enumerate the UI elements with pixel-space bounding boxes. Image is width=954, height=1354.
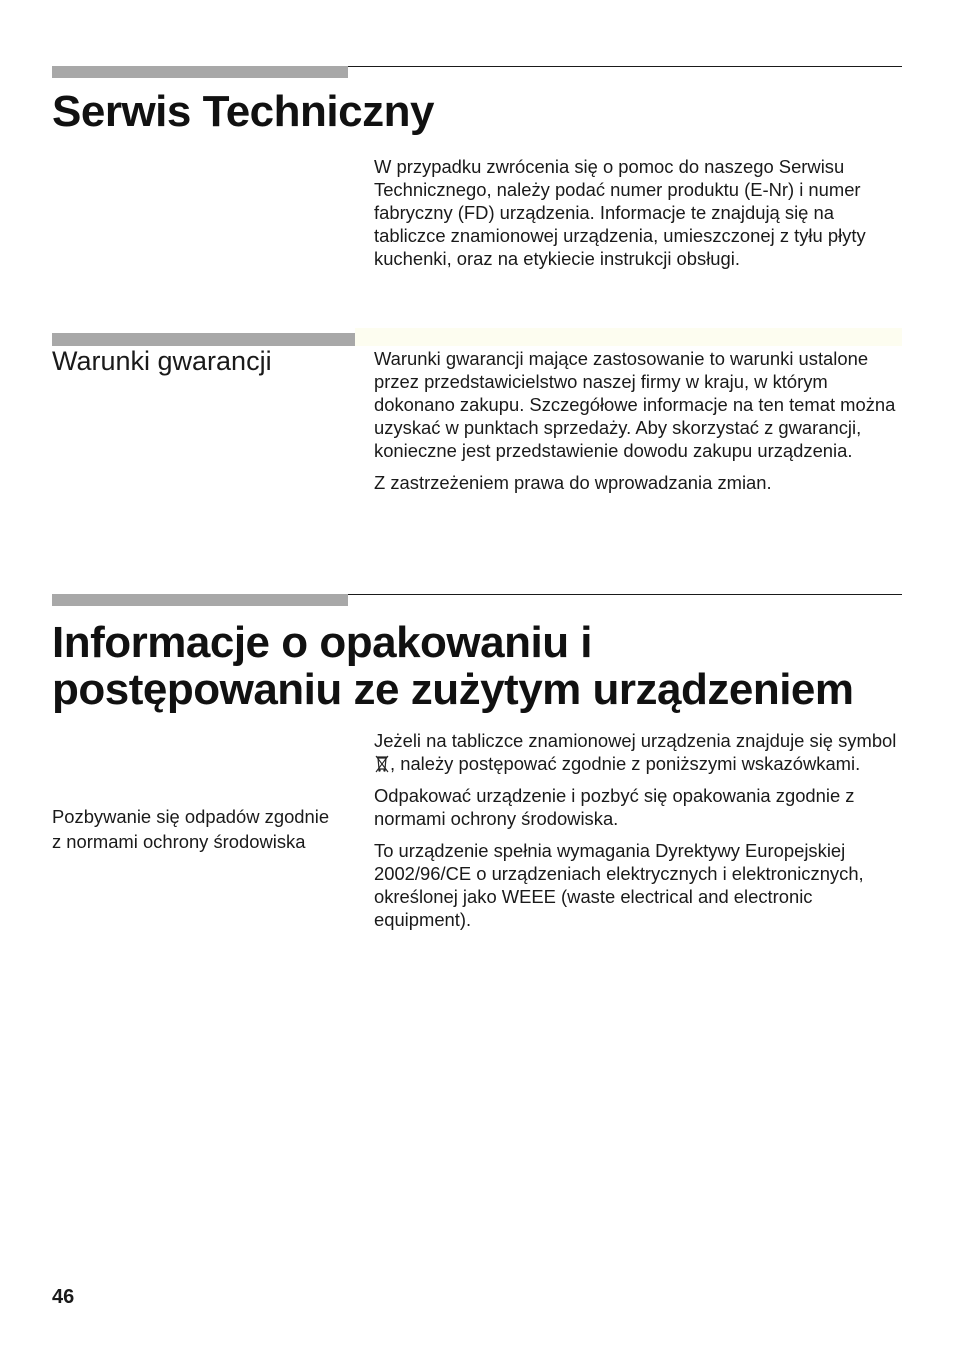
service-text-block	[374, 155, 902, 279]
section-rule-line	[348, 66, 902, 67]
disposal-side-label: Pozbywanie się odpadów zgodnie z normami ochrony środowiska	[52, 806, 330, 852]
page-title-service: Serwis Techniczny	[52, 87, 434, 136]
disposal-intro-text: Jeżeli na tabliczce znamionowej urządzenia znajduje się symbol	[374, 730, 897, 751]
page-title-disposal	[52, 619, 854, 713]
section-rule-bar	[52, 594, 348, 606]
disposal-intro-paragraph	[374, 729, 902, 775]
section-rule-line	[348, 594, 902, 595]
disposal-packaging-paragraph: Odpakować urządzenie i pozbyć się opakowania zgodnie z normami ochrony środowiska.	[374, 785, 855, 829]
page-number: 46	[52, 1286, 75, 1308]
disposal-title-line1: Informacje o opakowaniu i	[52, 618, 593, 667]
disposal-intro-text-cont: , należy postępować zgodnie z poniższymi wskazówkami.	[390, 753, 861, 774]
crossed-out-wheelie-bin-icon	[374, 754, 390, 773]
warranty-paragraph: Warunki gwarancji mające zastosowanie to warunki ustalone przez przedstawicielstwo naszej firmy w kraju, w którym dokonano zakupu. Szczegółowe informacje na ten temat można uzyskać w punktach sprzedaży. Aby skorzystać z gwarancji, konieczne jest przedstawienie dowodu zakupu urządzenia.	[374, 348, 896, 461]
warranty-changes-note: Z zastrzeżeniem prawa do wprowadzania zmian.	[374, 472, 772, 493]
service-paragraph: W przypadku zwrócenia się o pomoc do naszego Serwisu Technicznego, należy podać numer produktu (E-Nr) i numer fabryczny (FD) urządzenia. Informacje te znajdują się na tabliczce znamionowej urządzenia, umieszczonej z tyłu płyty kuchenki, oraz na etykiecie instrukcji obsługi.	[374, 156, 866, 269]
subsection-rule-bar	[52, 333, 355, 346]
warranty-text-block	[374, 347, 902, 503]
subsection-tint-band	[355, 328, 902, 346]
disposal-text-block	[374, 729, 902, 940]
disposal-weee-paragraph: To urządzenie spełnia wymagania Dyrektywy Europejskiej 2002/96/CE o urządzeniach elektrycznych i elektronicznych, określonej jako WEEE (waste electrical and electronic equipment).	[374, 840, 864, 930]
section-rule-bar	[52, 66, 348, 78]
disposal-title-line2: postępowaniu ze zużytym urządzeniem	[52, 665, 854, 714]
warranty-heading: Warunki gwarancji	[52, 346, 272, 376]
